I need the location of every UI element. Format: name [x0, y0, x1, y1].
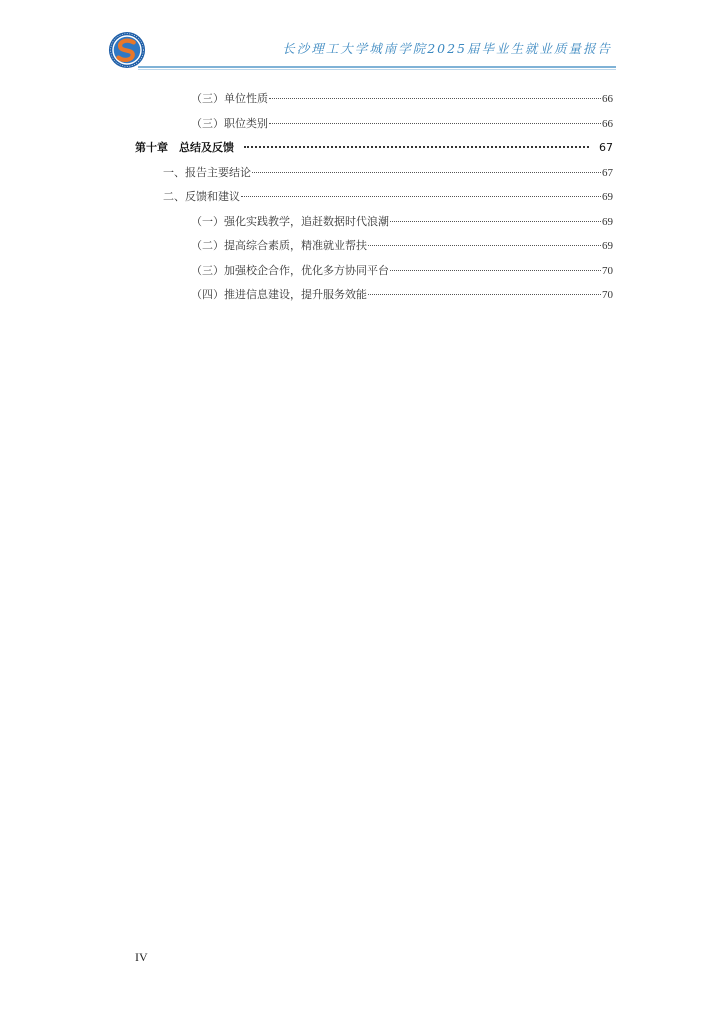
toc-entry[interactable]: [191, 286, 613, 302]
header-divider: [138, 66, 616, 68]
toc-leader-dots: [269, 123, 601, 124]
toc-leader-dots: [252, 172, 601, 173]
toc-entry[interactable]: [191, 262, 613, 278]
toc-entry-label: （一）强化实践教学，追赶数据时代浪潮: [191, 215, 389, 228]
toc-entry-page: 66: [602, 93, 613, 105]
toc-entry[interactable]: [191, 90, 613, 106]
page-number: IV: [135, 950, 148, 964]
toc-leader-dots: [368, 294, 601, 295]
toc-entry-page: 69: [602, 240, 613, 252]
toc-entry-page: 70: [602, 265, 613, 277]
toc-leader-dots: [244, 146, 589, 148]
toc-entry-label: 二、反馈和建议: [163, 190, 240, 203]
toc-chapter-entry[interactable]: [135, 139, 613, 155]
toc-leader-dots: [269, 98, 601, 99]
toc-entry-page: 69: [602, 216, 613, 228]
toc-entry-label: （二）提高综合素质，精准就业帮扶: [191, 239, 367, 252]
toc-entry-page: 67: [602, 167, 613, 179]
toc-entry-label: （三）加强校企合作，优化多方协同平台: [191, 264, 389, 277]
toc-entry-label: 第十章 总结及反馈: [135, 141, 234, 154]
toc-entry[interactable]: [163, 164, 613, 180]
toc-entry[interactable]: [191, 213, 613, 229]
toc-entry-page: 66: [602, 118, 613, 130]
toc-entry[interactable]: [191, 237, 613, 253]
header-title: 长沙理工大学城南学院2025届毕业生就业质量报告: [282, 41, 612, 56]
toc-entry-page: 67: [599, 141, 613, 154]
toc-leader-dots: [368, 245, 601, 246]
toc-leader-dots: [390, 221, 601, 222]
toc-leader-dots: [241, 196, 601, 197]
college-emblem-icon: [108, 31, 146, 69]
toc-entry[interactable]: [163, 188, 613, 204]
page-header: [108, 30, 616, 70]
toc-leader-dots: [390, 270, 601, 271]
toc-entry-label: 一、报告主要结论: [163, 166, 251, 179]
header-divider-thin: [138, 69, 616, 70]
toc-entry-page: 70: [602, 289, 613, 301]
toc-entry-page: 69: [602, 191, 613, 203]
toc-entry-label: （三）职位类别: [191, 117, 268, 130]
toc-entry[interactable]: [191, 115, 613, 131]
toc-entry-label: （四）推进信息建设，提升服务效能: [191, 288, 367, 301]
toc-entry-label: （三）单位性质: [191, 92, 268, 105]
